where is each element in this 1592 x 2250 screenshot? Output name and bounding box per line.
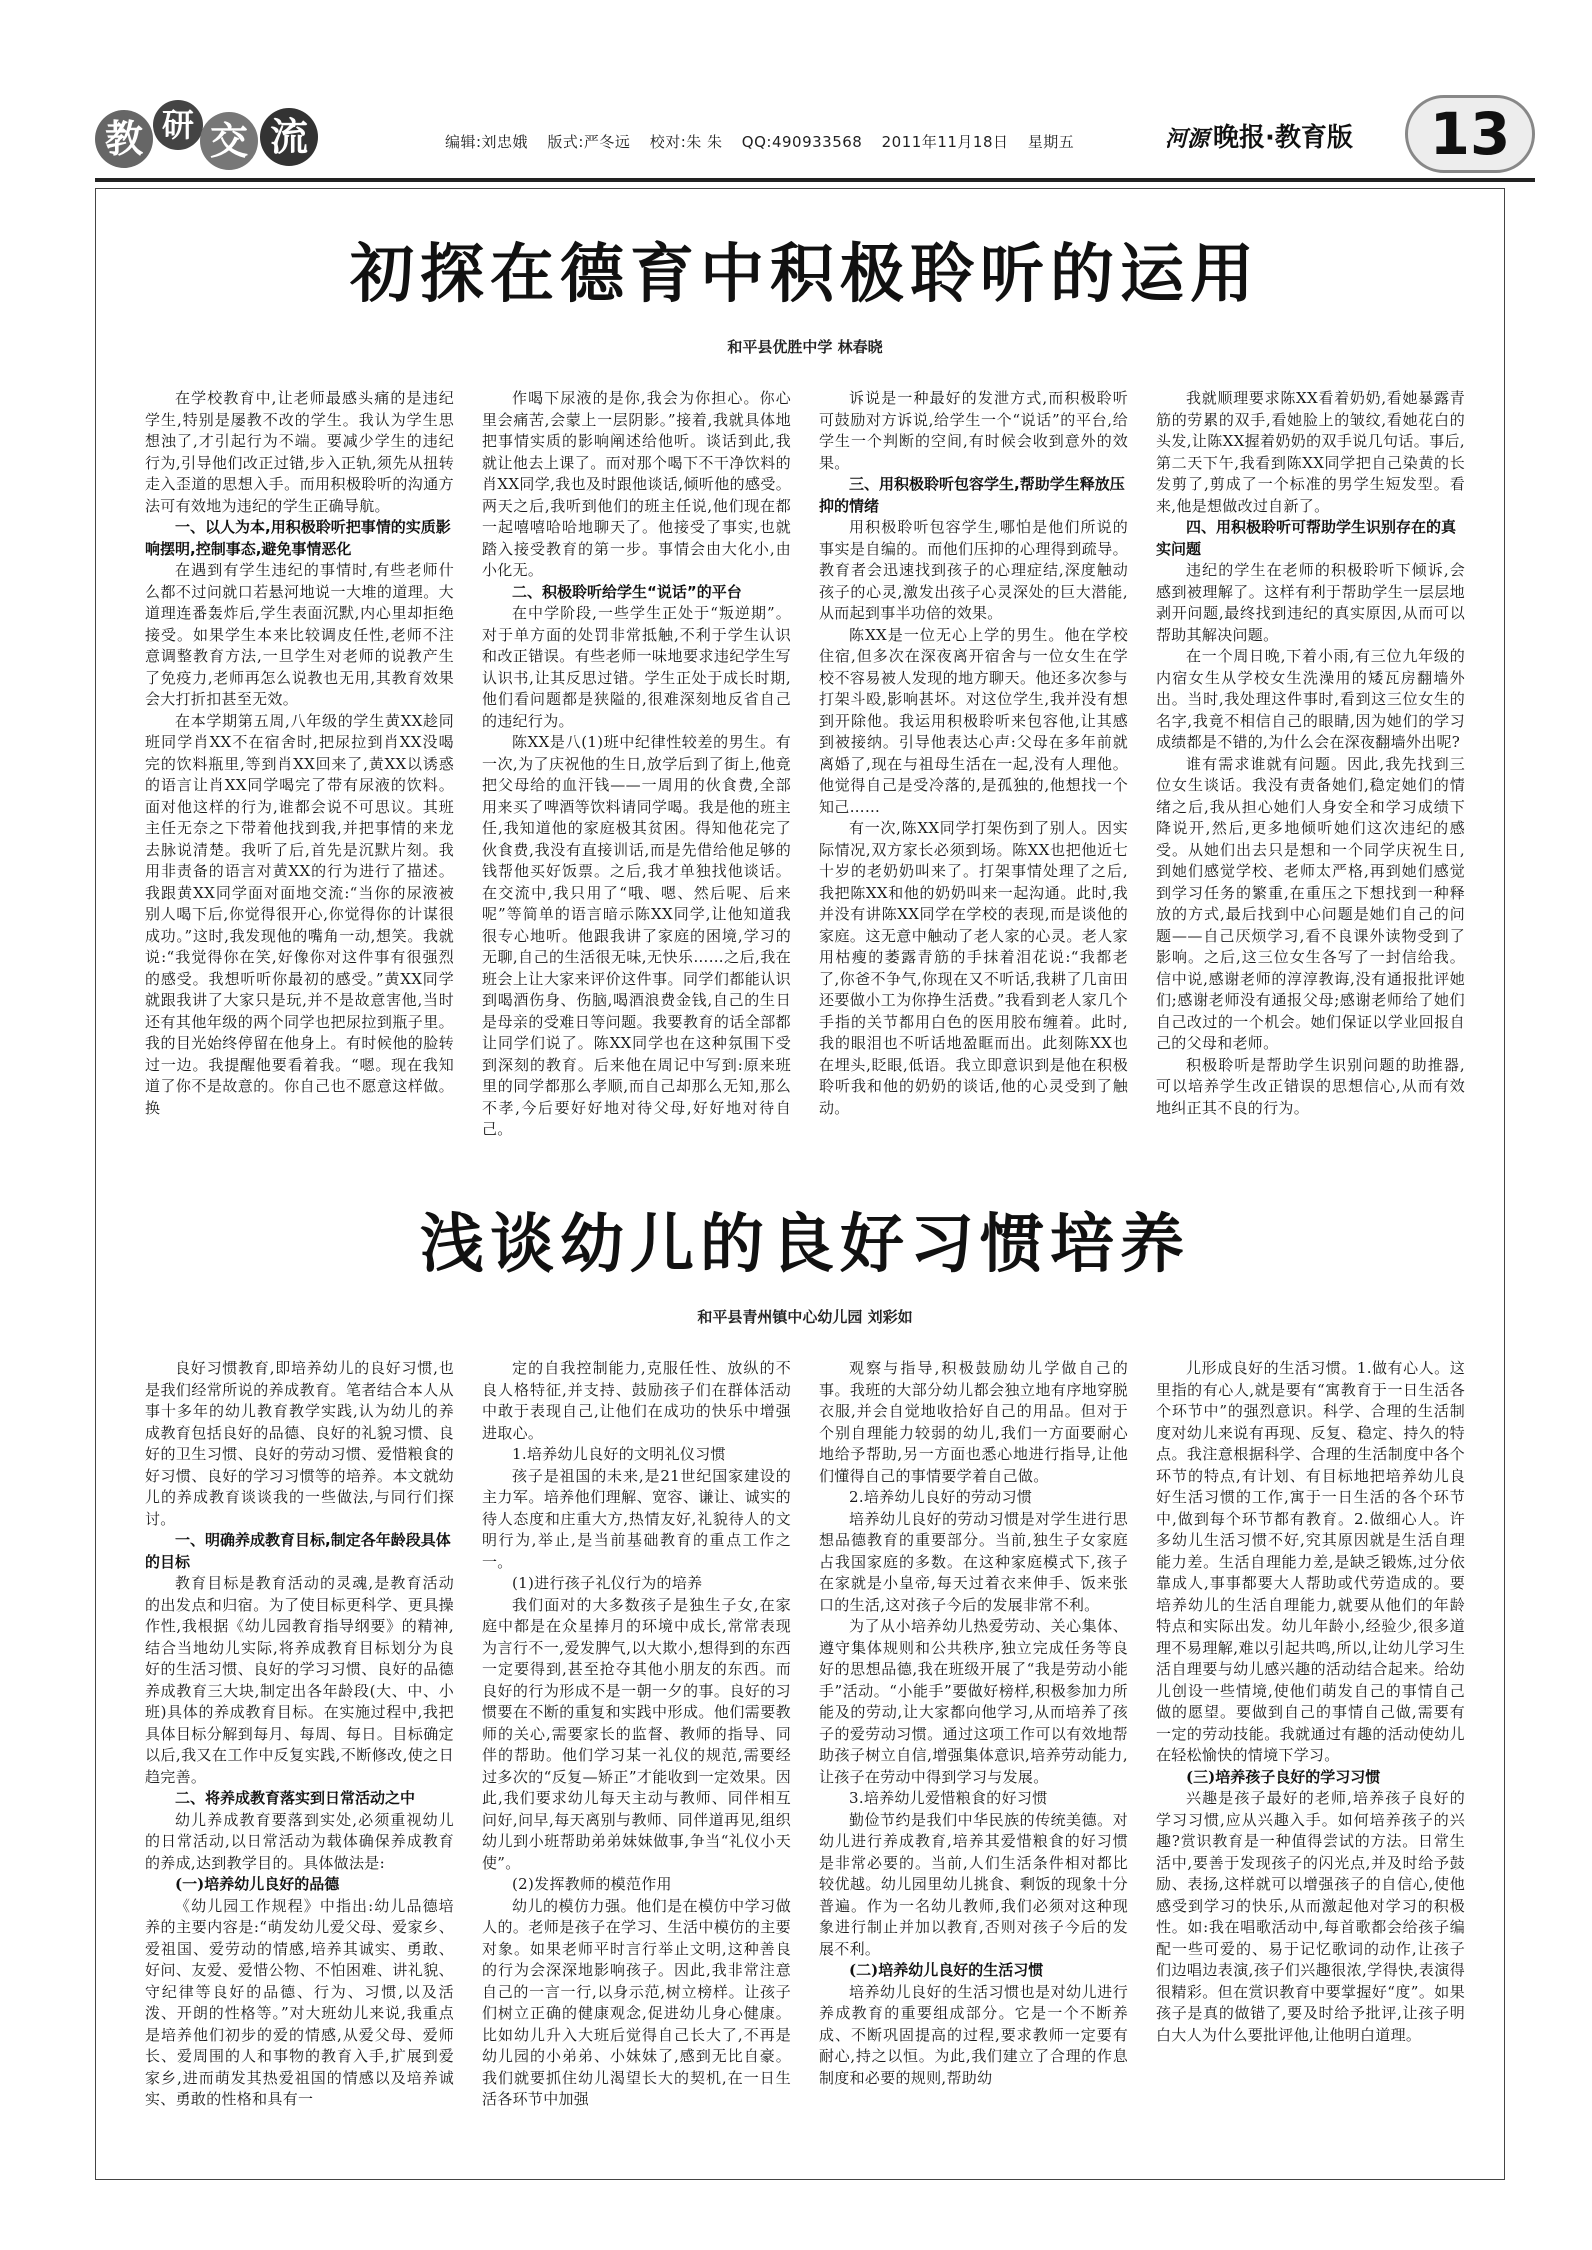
article-1-column — [819, 388, 1128, 1158]
editorial-credits — [445, 131, 1088, 152]
paragraph: 教育目标是教育活动的灵魂,是教育活动的出发点和归宿。为了使目标更科学、更具操作性,我根据《幼儿园教育指导纲要》的精神,结合当地幼儿实际,将养成教育目标划分为良好的生活习惯、良好的学习习惯、良好的品德养成教育三大块,制定出各年龄段(大、中、小班)具体的养成教育目标。在实施过程中,我把具体目标分解到每月、每周、每日。目标确定以后,我又在工作中反复实践,不断修改,使之日趋完善。 — [145, 1574, 454, 1786]
editor-credit: 编辑:刘忠娥 — [445, 133, 529, 151]
article-1 — [145, 230, 1465, 1158]
article-2-byline: 和平县青州镇中心幼儿园 刘彩如 — [697, 1308, 913, 1326]
paragraph: 诉说是一种最好的发泄方式,而积极聆听可鼓励对方诉说,给学生一个“说话”的平台,给学生一个判断的空间,有时候会收到意外的效果。 — [819, 389, 1128, 472]
paragraph: (2)发挥教师的模范作用 — [512, 1875, 672, 1893]
paragraph: 1.培养幼儿良好的文明礼仪习惯 — [512, 1445, 726, 1463]
paragraph: 观察与指导,积极鼓励幼儿学做自己的事。我班的大部分幼儿都会独立地有序地穿脱衣服,并会自觉地收拾好自己的用品。但对于个别自理能力较弱的幼儿,我们一方面要耐心地给予帮助,另一方面也悉心地进行指导,让他们懂得自己的事情要学着自己做。 — [819, 1359, 1128, 1485]
section-heading: 二、将养成教育落实到日常活动之中 — [175, 1789, 416, 1807]
brand-name: 晚报·教育版 — [1213, 123, 1353, 153]
paragraph: 违纪的学生在老师的积极聆听下倾诉,会感到被理解了。这样有利于帮助学生一层层地剥开问题,最终找到违纪的真实原因,从而可以帮助其解决问题。 — [1156, 561, 1465, 644]
article-1-title: 初探在德育中积极聆听的运用 — [350, 238, 1260, 312]
brand-logo: 河源 — [1165, 127, 1210, 152]
page-number: 13 — [1405, 95, 1535, 173]
article-2-column — [819, 1358, 1128, 2138]
paragraph: 幼儿养成教育要落到实处,必须重视幼儿的日常活动,以日常活动为载体确保养成教育的养成,达到教学目的。具体做法是: — [145, 1810, 454, 1872]
section-logo-char: 教 — [95, 110, 153, 168]
article-2-column — [145, 1358, 454, 2138]
issue-date: 2011年11月18日 — [881, 133, 1009, 151]
paragraph: 陈XX是八(1)班中纪律性较差的男生。有一次,为了庆祝他的生日,放学后到了街上,他竟把父母给的血汗钱——一周用的伙食费,全部用来买了啤酒等饮料请同学喝。我是他的班主任,我知道他的家庭极其贫困。得知他花完了伙食费,我没有直接训话,而是先借给他足够的钱帮他买好饭票。之后,我才单独找他谈话。在交流中,我只用了“哦、嗯、然后呢、后来呢”等简单的语言暗示陈XX同学,让他知道我很专心地听。他跟我讲了家庭的困境,学习的无聊,自己的生活很无味,无快乐……之后,我在班会上让大家来评价这件事。同学们都能认识到喝酒伤身、伤脑,喝酒浪费金钱,自己的生日是母亲的受难日等问题。我要教育的话全部都让同学们说了。陈XX同学也在这种氛围下受到深刻的教育。后来他在周记中写到:原来班里的同学都那么孝顺,而自己却那么无知,那么不孝,今后要好好地对待父母,好好地对待自己。 — [482, 733, 791, 1138]
paragraph: 勤俭节约是我们中华民族的传统美德。对幼儿进行养成教育,培养其爱惜粮食的好习惯是非常必要的。当前,人们生活条件相对都比较优越。幼儿园里幼儿挑食、剩饭的现象十分普遍。作为一名幼儿教师,我们必须对这种现象进行制止并加以教育,否则对孩子今后的发展不利。 — [819, 1810, 1128, 1958]
section-logo-char: 流 — [260, 108, 318, 166]
section-heading: 一、明确养成教育目标,制定各年龄段具体的目标 — [145, 1531, 451, 1571]
article-2-title: 浅谈幼儿的良好习惯培养 — [420, 1208, 1190, 1282]
subsection-heading: (一)培养幼儿良好的品德 — [175, 1875, 340, 1893]
masthead — [95, 95, 1535, 175]
section-logo — [95, 100, 355, 170]
paragraph: 在本学期第五周,八年级的学生黄XX趁同班同学肖XX不在宿舍时,把尿拉到肖XX没喝完的饮料瓶里,等到肖XX回来了,黄XX以诱惑的语言让肖XX同学喝完了带有尿液的饮料。面对他这样的行为,谁都会说不可思议。其班主任无奈之下带着他找到我,并把事情的来龙去脉说清楚。我听了后,首先是沉默片刻。我用非责备的语言对黄XX的行为进行了描述。我跟黄XX同学面对面地交流:“当你的尿液被别人喝下后,你觉得很开心,你觉得你的计谋很成功。”这时,我发现他的嘴角一动,想笑。我就说:“我觉得你在笑,好像你对这件事有很强烈的感受。我想听听你最初的感受。”黄XX同学就跟我讲了大家只是玩,并不是故意害他,当时还有其他年级的两个同学也把尿拉到瓶子里。我的目光始终停留在他身上。有时候他的脸转过一边。我提醒他要看着我。“嗯。现在我知道了你不是故意的。你自己也不愿意这样做。换 — [145, 711, 454, 1117]
paragraph: (1)进行孩子礼仪行为的培养 — [512, 1574, 703, 1592]
article-1-byline: 和平县优胜中学 林春晓 — [727, 338, 883, 356]
qq-contact: QQ:490933568 — [741, 133, 863, 151]
paragraph: 兴趣是孩子最好的老师,培养孩子良好的学习习惯,应从兴趣入手。如何培养孩子的兴趣?赏识教育是一种值得尝试的方法。日常生活中,要善于发现孩子的闪光点,并及时给予鼓励、表扬,这样就可以增强孩子的自信心,使他感受到学习的快乐,从而激起他对学习的积极性。如:我在唱歌活动中,每首歌都会给孩子编配一些可爱的、易于记忆歌词的动作,让孩子们边唱边表演,孩子们兴趣很浓,学得快,表演得很精彩。但在赏识教育中要掌握好“度”。如果孩子是真的做错了,要及时给予批评,让孩子明白大人为什么要批评他,让他明白道理。 — [1156, 1789, 1465, 2044]
section-heading: 三、用积极聆听包容学生,帮助学生释放压抑的情绪 — [819, 475, 1125, 515]
article-1-column — [1156, 388, 1465, 1158]
article-1-column — [145, 388, 454, 1158]
paragraph: 在遇到有学生违纪的事情时,有些老师什么都不过问就口若悬河地说一大堆的道理。大道理连番轰炸后,学生表面沉默,内心里却拒绝接受。如果学生本来比较调皮任性,老师不注意调整教育方法,一旦学生对老师的说教产生了免疫力,老师再怎么说教也无用,其教育效果会大打折扣甚至无效。 — [145, 561, 454, 708]
paragraph: 良好习惯教育,即培养幼儿的良好习惯,也是我们经常所说的养成教育。笔者结合本人从事十多年的幼儿教育教学实践,认为幼儿的养成教育包括良好的品德、良好的礼貌习惯、良好的卫生习惯、良好的劳动习惯、爱惜粮食的好习惯、良好的学习习惯等的培养。本文就幼儿的养成教育谈谈我的一些做法,与同行们探讨。 — [145, 1359, 454, 1528]
paragraph: 我就顺理要求陈XX看着奶奶,看她暴露青筋的劳累的双手,看她脸上的皱纹,看她花白的头发,让陈XX握着奶奶的双手说几句话。事后,第二天下午,我看到陈XX同学把自己染黄的长发剪了,剪成了一个标准的男学生短发型。看来,他是想做改过自新了。 — [1156, 389, 1465, 515]
subsection-heading: (三)培养孩子良好的学习习惯 — [1186, 1767, 1381, 1786]
paragraph: 3.培养幼儿爱惜粮食的好习惯 — [849, 1789, 1048, 1807]
paragraph: 我们面对的大多数孩子是独生子女,在家庭中都是在众星捧月的环境中成长,常常表现为言行不一,爱发脾气,以大欺小,想得到的东西一定要得到,甚至抢夺其他小朋友的东西。而良好的行为形成不是一朝一夕的事。良好的习惯要在不断的重复和实践中形成。他们需要教师的关心,需要家长的监督、教师的指导、同伴的帮助。他们学习某一礼仪的规范,需要经过多次的“反复—矫正”才能收到一定效果。因此,我们要求幼儿每天主动与教师、同伴相互问好,问早,每天离别与教师、同伴道再见,组织幼儿到小班帮助弟弟妹妹做事,争当“礼仪小天使”。 — [482, 1595, 791, 1872]
paragraph: 谁有需求谁就有问题。因此,我先找到三位女生谈话。我没有责备她们,稳定她们的情绪之后,我从担心她们人身安全和学习成绩下降说开,然后,更多地倾听她们这次违纪的感受。从她们出去只是想和一个同学庆祝生日,到她们感觉学校、老师太严格,再到她们感觉到学习任务的繁重,在重压之下想找到一种释放的方式,最后找到中心问题是她们自己的问题——自己厌烦学习,看不良课外读物受到了影响。之后,这三位女生各写了一封信给我。信中说,感谢老师的淳淳教诲,没有通报批评她们;感谢老师没有通报父母;感谢老师给了她们自己改过的一个机会。她们保证以学业回报自己的父母和老师。 — [1156, 754, 1465, 1052]
paragraph: 在一个周日晚,下着小雨,有三位九年级的内宿女生从学校女生洗澡用的矮瓦房翻墙外出。当时,我处理这件事时,看到这三位女生的名字,我竟不相信自己的眼睛,因为她们的学习成绩都是不错的,为什么会在深夜翻墙外出呢? — [1156, 647, 1465, 751]
paragraph: 有一次,陈XX同学打架伤到了别人。因实际情况,双方家长必须到场。陈XX也把他近七十岁的老奶奶叫来了。打架事情处理了之后,我把陈XX和他的奶奶叫来一起沟通。此时,我并没有讲陈XX同学在学校的表现,而是谈他的家庭。这无意中触动了老人家的心灵。老人家用枯瘦的萎露青筋的手抹着泪花说:“我都老了,你爸不争气,你现在又不听话,我耕了几亩田还要做小工为你挣生活费。”我看到老人家几个手指的关节都用白色的医用胶布缠着。此时,我的眼泪也不听话地盈眶而出。此刻陈XX也在埋头,眨眼,低语。我立即意识到是他在积极聆听我和他的奶奶的谈话,他的心灵受到了触动。 — [819, 819, 1128, 1117]
paragraph: 培养幼儿良好的生活习惯也是对幼儿进行养成教育的重要组成部分。它是一个不断养成、不断巩固提高的过程,要求教师一定要有耐心,持之以恒。为此,我们建立了合理的作息制度和必要的规则,帮助幼 — [819, 1982, 1128, 2087]
article-2-column — [482, 1358, 791, 2138]
paragraph: 积极聆听是帮助学生识别问题的助推器,可以培养学生改正错误的思想信心,从而有效地纠正其不良的行为。 — [1156, 1055, 1465, 1117]
section-heading: 一、以人为本,用积极聆听把事情的实质影响摆明,控制事态,避免事情恶化 — [145, 518, 451, 558]
paragraph: 在中学阶段,一些学生正处于“叛逆期”。对于单方面的处罚非常抵触,不利于学生认识和改正错误。有些老师一味地要求违纪学生写认识书,让其反思过错。学生正处于成长时期,他们看问题都是狭隘的,很难深刻地反省自己的违纪行为。 — [482, 604, 791, 730]
paragraph: 定的自我控制能力,克服任性、放纵的不良人格特征,并支持、鼓励孩子们在群体活动中敢于表现自己,让他们在成功的快乐中增强进取心。 — [482, 1359, 791, 1442]
article-2-body — [145, 1358, 1465, 2138]
newspaper-brand — [1165, 117, 1353, 154]
paragraph: 作喝下尿液的是你,我会为你担心。你心里会痛苦,会蒙上一层阴影。”接着,我就具体地把事情实质的影响阐述给他听。谈话到此,我就让他去上课了。而对那个喝下不干净饮料的肖XX同学,我也及时跟他谈话,倾听他的感受。两天之后,我听到他们的班主任说,他们现在都一起嘻嘻哈哈地聊天了。他接受了事实,也就踏入接受教育的第一步。事情会由大化小,由小化无。 — [482, 389, 791, 579]
section-logo-char: 研 — [153, 100, 203, 150]
proof-credit: 校对:朱 朱 — [649, 133, 723, 151]
section-heading: 二、积极聆听给学生“说话”的平台 — [512, 582, 742, 601]
subsection-heading: (二)培养幼儿良好的生活习惯 — [849, 1961, 1044, 1979]
paragraph: 为了从小培养幼儿热爱劳动、关心集体、遵守集体规则和公共秩序,独立完成任务等良好的思想品德,我在班级开展了“我是劳动小能手”活动。“小能手”要做好榜样,积极参加力所能及的劳动,让大家都向他学习,从而培养了孩子的爱劳动习惯。通过这项工作可以有效地帮助孩子树立自信,增强集体意识,培养劳动能力,让孩子在劳动中得到学习与发展。 — [819, 1617, 1128, 1786]
article-2 — [145, 1200, 1465, 2138]
layout-credit: 版式:严冬远 — [547, 133, 631, 151]
issue-weekday: 星期五 — [1027, 133, 1075, 151]
article-2-column — [1156, 1358, 1465, 2138]
section-logo-char: 交 — [200, 112, 258, 170]
paragraph: 2.培养幼儿良好的劳动习惯 — [849, 1488, 1033, 1506]
paragraph: 用积极聆听包容学生,哪怕是他们所说的事实是自编的。而他们压抑的心理得到疏导。教育者会迅速找到孩子的心理症结,深度触动孩子的心灵,激发出孩子心灵深处的巨大潜能,从而起到事半功倍的效果。 — [819, 518, 1128, 622]
paragraph: 培养幼儿良好的劳动习惯是对学生进行思想品德教育的重要部分。当前,独生子女家庭占我国家庭的多数。在这种家庭模式下,孩子在家就是小皇帝,每天过着衣来伸手、饭来张口的生活,这对孩子今后的发展非常不利。 — [819, 1509, 1128, 1614]
paragraph: 孩子是祖国的未来,是21世纪国家建设的主力军。培养他们理解、宽容、谦让、诚实的待人态度和庄重大方,热情友好,礼貌待人的文明行为,举止,是当前基础教育的重点工作之一。 — [482, 1466, 791, 1571]
paragraph: 《幼儿园工作规程》中指出:幼儿品德培养的主要内容是:“萌发幼儿爱父母、爱家乡、爱祖国、爱劳动的情感,培养其诚实、勇敢、好问、友爱、爱惜公物、不怕困难、讲礼貌、守纪律等良好的品德、行为、习惯,以及活泼、开朗的性格等。”对大班幼儿来说,我重点是培养他们初步的爱的情感,从爱父母、爱师长、爱周围的人和事物的教育入手,扩展到爱家乡,进而萌发其热爱祖国的情感以及培养诚实、勇敢的性格和具有一 — [145, 1896, 454, 2108]
paragraph: 儿形成良好的生活习惯。1.做有心人。这里指的有心人,就是要有“寓教育于一日生活各个环节中”的强烈意识。科学、合理的生活制度对幼儿来说有再现、反复、稳定、持久的特点。我注意根据科学、合理的生活制度中各个环节的特点,有计划、有目标地把培养幼儿良好生活习惯的工作,寓于一日生活的各个环节中,做到每个环节都有教育。2.做细心人。许多幼儿生活习惯不好,究其原因就是生活自理能力差。生活自理能力差,是缺乏锻炼,过分依靠成人,事事都要大人帮助或代劳造成的。要培养幼儿的生活自理能力,就要从他们的年龄特点和实际出发。幼儿年龄小,经验少,很多道理不易理解,难以引起共鸣,所以,让幼儿学习生活自理要与幼儿感兴趣的活动结合起来。给幼儿创设一些情境,使他们萌发自己的事情自己做的愿望。要做到自己的事情自己做,需要有一定的劳动技能。我就通过有趣的活动使幼儿在轻松愉快的情境下学习。 — [1156, 1359, 1465, 1764]
section-heading: 四、用积极聆听可帮助学生识别存在的真实问题 — [1156, 518, 1457, 558]
article-1-column — [482, 388, 791, 1158]
article-1-body — [145, 388, 1465, 1158]
header-divider — [95, 178, 1535, 182]
paragraph: 幼儿的模仿力强。他们是在模仿中学习做人的。老师是孩子在学习、生活中模仿的主要对象。如果老师平时言行举止文明,这种善良的行为会深深地影响孩子。因此,我非常注意自己的一言一行,以身示范,树立榜样。让孩子们树立正确的健康观念,促进幼儿身心健康。比如幼儿升入大班后觉得自己长大了,不再是幼儿园的小弟弟、小妹妹了,感到无比自豪。我们就要抓住幼儿渴望长大的契机,在一日生活各环节中加强 — [482, 1896, 791, 2108]
paragraph: 在学校教育中,让老师最感头痛的是违纪学生,特别是屡教不改的学生。我认为学生思想浊了,才引起行为不端。要减少学生的违纪行为,引导他们改正过错,步入正轨,须先从扭转走入歪道的思想入手。而用积极聆听的沟通方法可有效地为违纪的学生正确导航。 — [145, 389, 454, 515]
paragraph: 陈XX是一位无心上学的男生。他在学校住宿,但多次在深夜离开宿舍与一位女生在学校不容易被人发现的地方聊天。他还多次参与打架斗殴,影响甚坏。对这位学生,我并没有想到开除他。我运用积极聆听来包容他,让其感到被接纳。引导他表达心声:父母在多年前就离婚了,现在与祖母生活在一起,没有人理他。他觉得自己是受冷落的,是孤独的,他想找一个知己…… — [819, 625, 1128, 816]
